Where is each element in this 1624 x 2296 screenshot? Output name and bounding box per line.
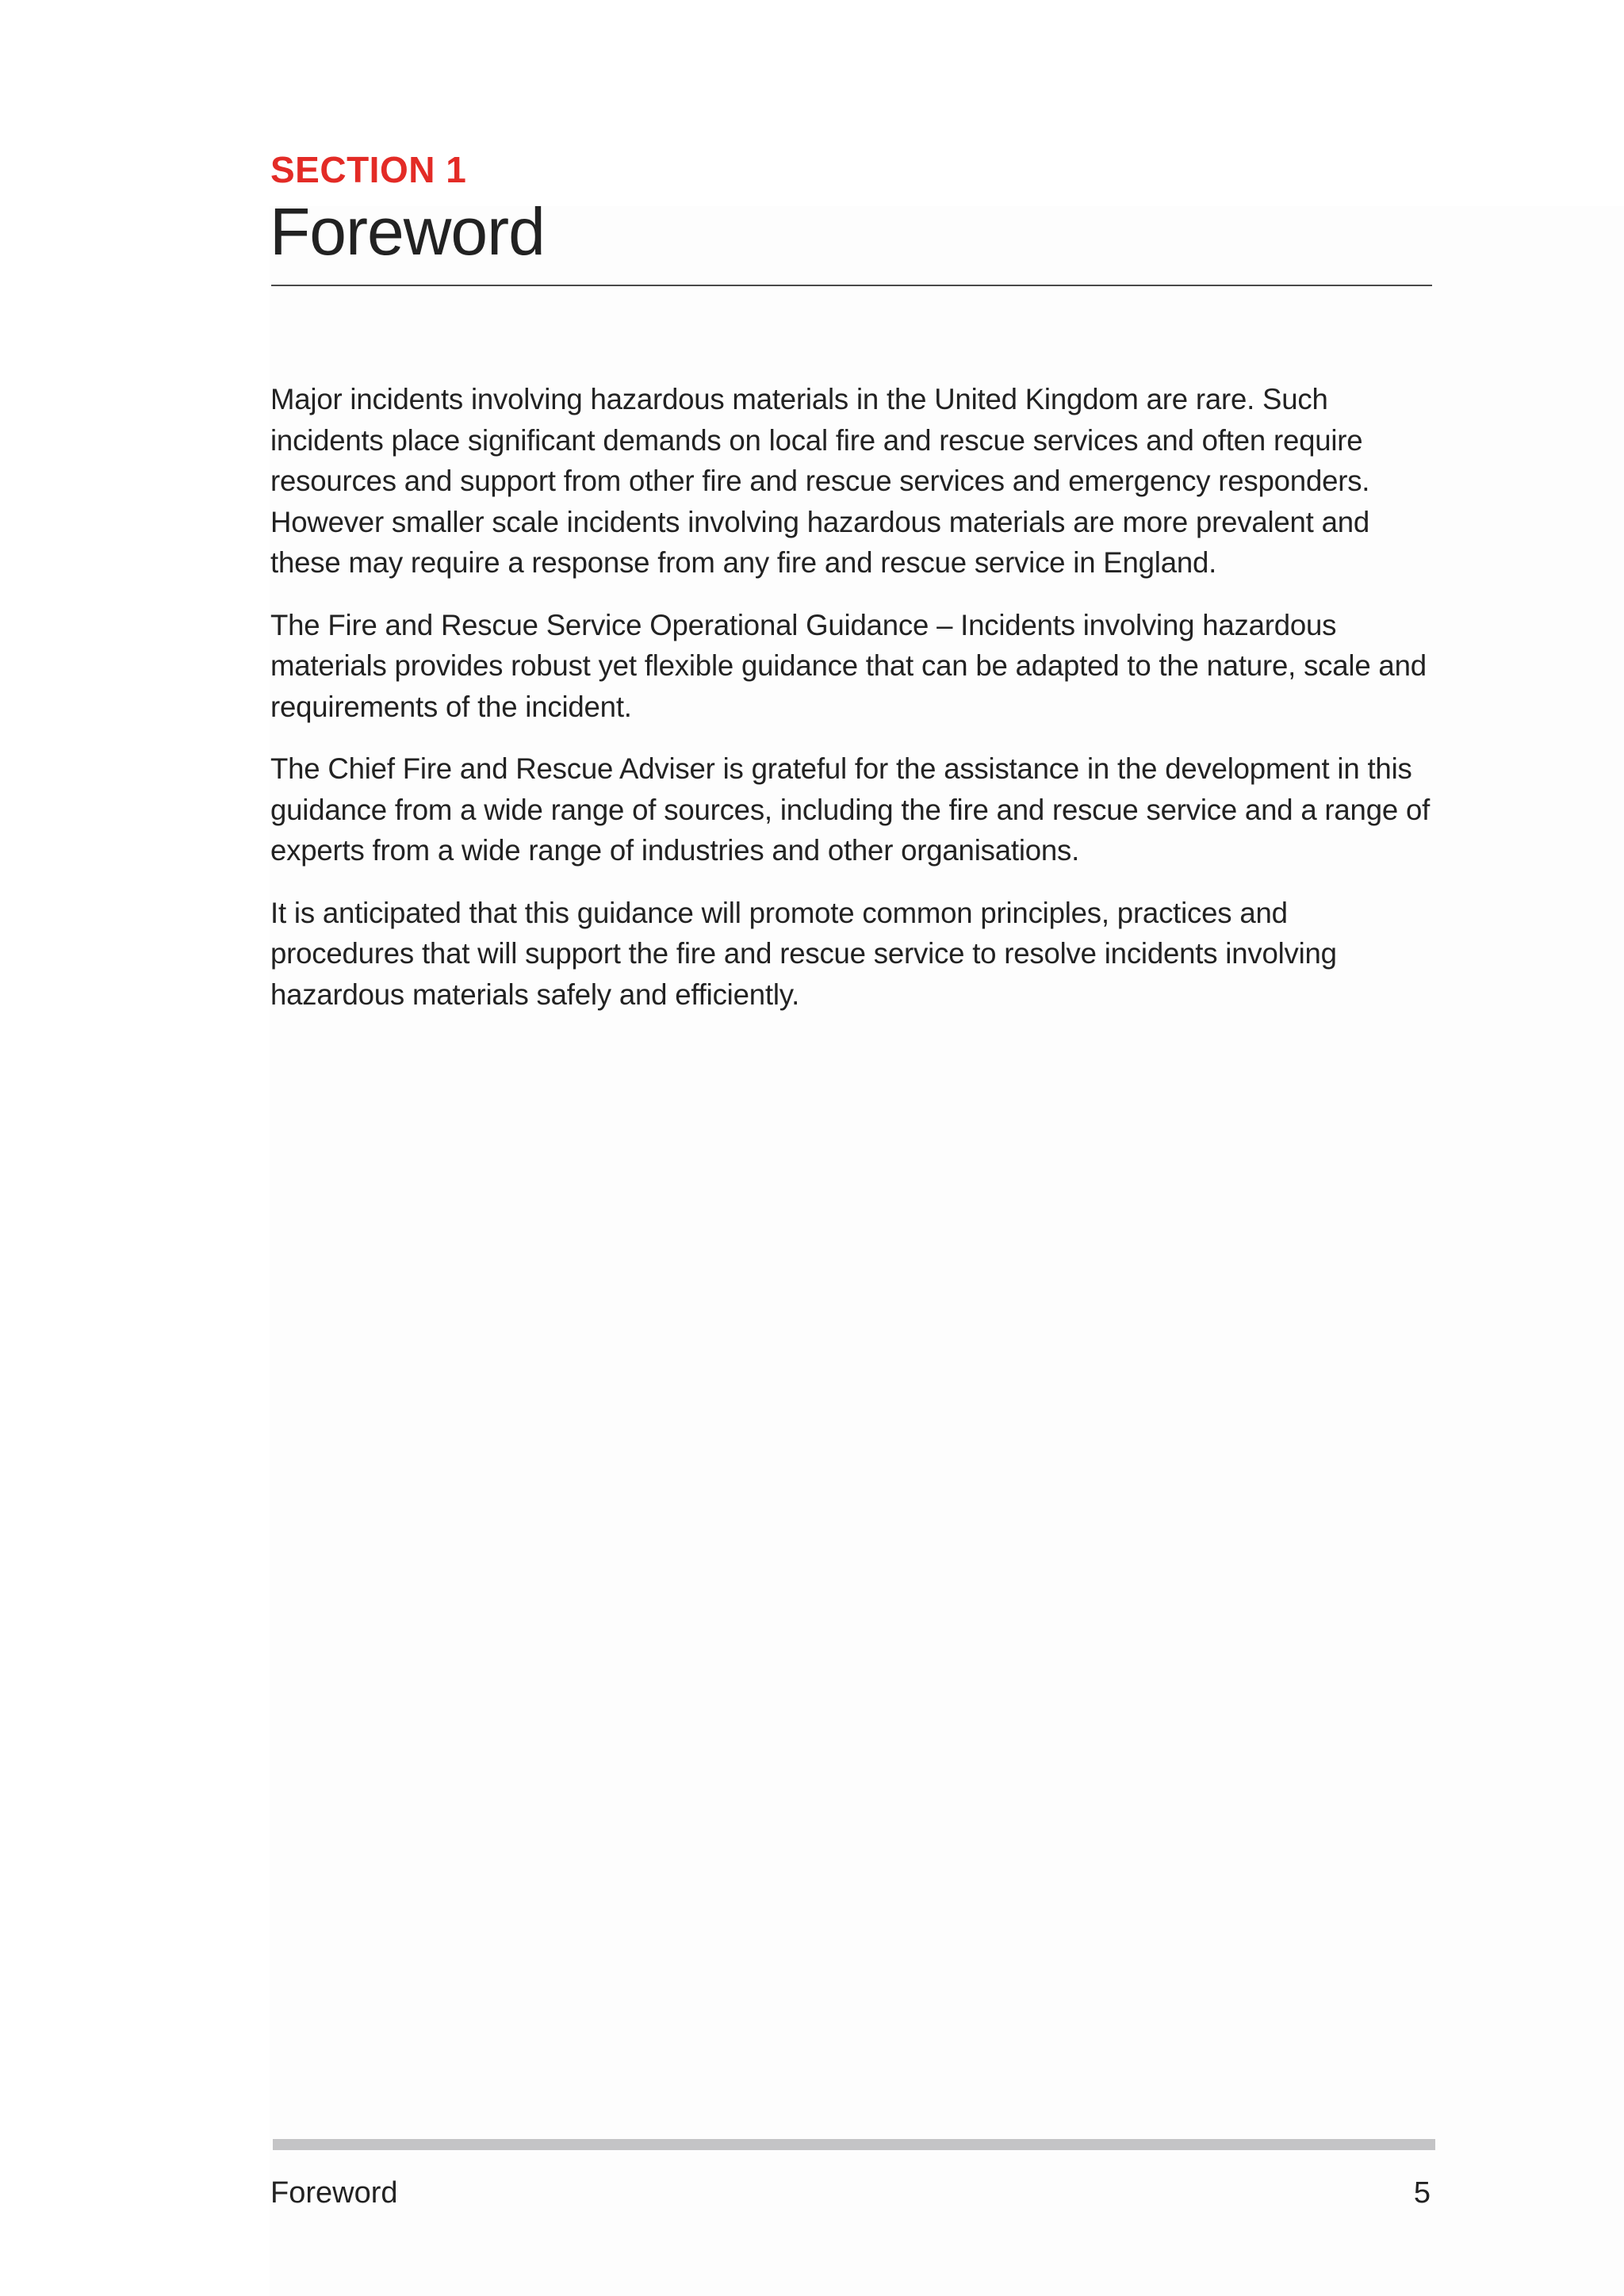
paragraph-1: Major incidents involving hazardous materials in the United Kingdom are rare. Such incidents place significant demands on local fire and rescue services and often require resources and support from other fire and rescue services and emergency responders. However smaller scale incidents involving hazardous materials are more prevalent and these may require a response from any fire and rescue service in England. — [270, 383, 1370, 579]
paragraph-3: The Chief Fire and Rescue Adviser is grateful for the assistance in the development in this guidance from a wide range of sources, including the fire and rescue service and a range of experts from a wide range of industries and other organisations. — [270, 752, 1431, 867]
body-text — [270, 379, 1436, 1036]
section-label: SECTION 1 — [270, 149, 467, 190]
title-divider — [271, 285, 1432, 286]
footer-title: Foreword — [270, 2176, 398, 2210]
page-title: Foreword — [270, 194, 545, 269]
footer-divider — [273, 2139, 1435, 2150]
paragraph-4: It is anticipated that this guidance will promote common principles, practices and procedures that will support the fire and rescue service to resolve incidents involving hazardous materials safely and efficiently. — [270, 896, 1337, 1011]
page-number: 5 — [1413, 2176, 1431, 2210]
paragraph-2: The Fire and Rescue Service Operational Guidance – Incidents involving hazardous materials provides robust yet flexible guidance that can be adapted to the nature, scale and requirements of the incident. — [270, 608, 1427, 723]
